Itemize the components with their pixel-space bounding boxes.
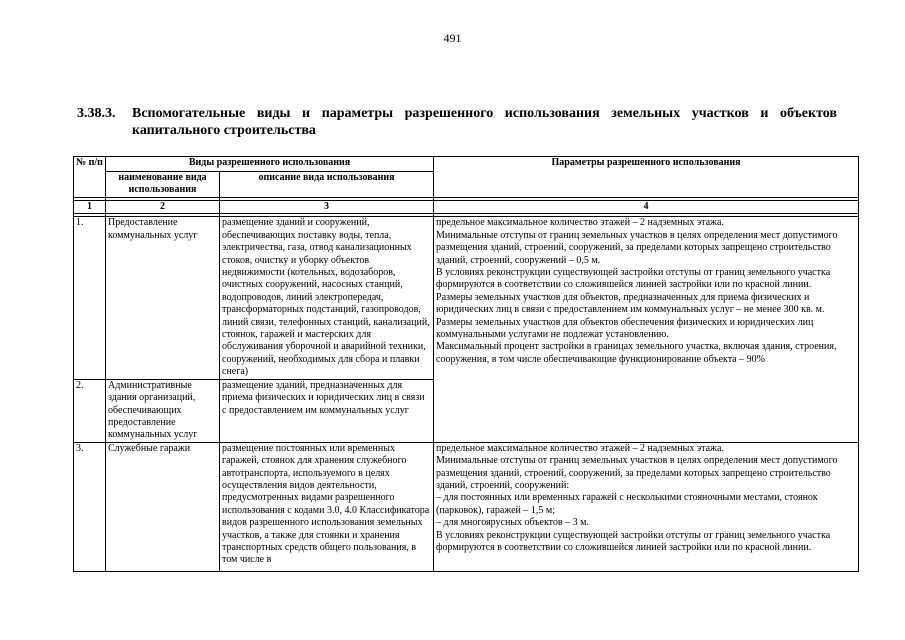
column-number: 2 bbox=[106, 201, 220, 214]
table-row bbox=[74, 217, 859, 379]
row-name: Административные здания организаций, обеспечивающих предоставление коммунальных услуг bbox=[106, 379, 220, 442]
row-name: Служебные гаражи bbox=[106, 442, 220, 571]
row-num: 1. bbox=[74, 217, 106, 379]
section-title: Вспомогательные виды и параметры разрешенного использования земельных участков и объектов капитального строительства bbox=[132, 106, 837, 138]
row-desc: размещение зданий и сооружений, обеспечивающих поставку воды, тепла, электричества, газа, отвод канализационных стоков, очистку и уборку объектов недвижимости (котельных, водозаборов, очистных сооружений, насосных станций, водопроводов, линий электропередач, трансформаторных подстанций, газопроводов, линий связи, телефонных станций, канализаций, стоянок, гаражей и мастерских для обслуживания уборочной и аварийной техники, сооружений, необходимых для сбора и плавки снега) bbox=[220, 217, 434, 379]
header-num: № п/п bbox=[74, 157, 106, 198]
header-params: Параметры разрешенного использования bbox=[434, 157, 859, 198]
page-number: 491 bbox=[443, 31, 462, 45]
row-name: Предоставление коммунальных услуг bbox=[106, 217, 220, 379]
header-group: Виды разрешенного использования bbox=[106, 157, 434, 172]
table-row bbox=[74, 442, 859, 571]
header-name: наименование вида использования bbox=[106, 172, 220, 198]
row-desc: размещение постоянных или временных гаражей, стоянок для хранения служебного автотранспорта, используемого в целях осуществления видов деятельности, предусмотренных видами разрешенного использования с кодами 3.0, 4.0 Классификатора видов разрешенного использования земельных участков, а также для стоянки и хранения транспортных средств общего пользования, в том числе в bbox=[220, 442, 434, 571]
row-num: 2. bbox=[74, 379, 106, 442]
row-num: 3. bbox=[74, 442, 106, 571]
section-number: 3.38.3. bbox=[77, 106, 116, 121]
row-params: предельное максимальное количество этажей – 2 надземных этажа. Минимальные отступы от границ земельных участков в целях определения мест допустимого размещения зданий, строений, сооружений, за пределами которых запрещено строительство зданий, строений, сооружений: – для постоянных или временных гаражей с несколькими стояночными местами, стоянок (парковок), гаражей – 1,5 м; – для многоярусных объектов – 3 м. В условиях реконструкции существующей застройки отступы от границ земельного участка формируются в соответствии со сложившейся линией застройки или по красной линии. bbox=[434, 442, 859, 571]
header-desc: описание вида использования bbox=[220, 172, 434, 198]
land-use-table bbox=[73, 156, 859, 572]
column-number: 1 bbox=[74, 201, 106, 214]
section-heading bbox=[77, 105, 837, 139]
column-number: 3 bbox=[220, 201, 434, 214]
row-params: предельное максимальное количество этажей – 2 надземных этажа. Минимальные отступы от границ земельных участков в целях определения мест допустимого размещения зданий, строений, сооружений, за пределами которых запрещено строительство зданий, строений, сооружений – 0,5 м. В условиях реконструкции существующей застройки отступы от границ земельного участка формируются в соответствии со сложившейся линией застройки или по красной линии. Размеры земельных участков для объектов, предназначенных для приема физических и юридических лиц в связи с предоставлением им коммунальных услуг – не менее 300 кв. м. Размеры земельных участков для объектов обеспечения физических и юридических лиц коммунальными услугами не подлежат установлению. Максимальный процент застройки в границах земельного участка, включая здания, строения, сооружения, в том числе обеспечивающие функционирование объекта – 90% bbox=[434, 217, 859, 442]
row-desc: размещение зданий, предназначенных для приема физических и юридических лиц в связи с предоставлением им коммунальных услуг bbox=[220, 379, 434, 442]
column-number: 4 bbox=[434, 201, 859, 214]
